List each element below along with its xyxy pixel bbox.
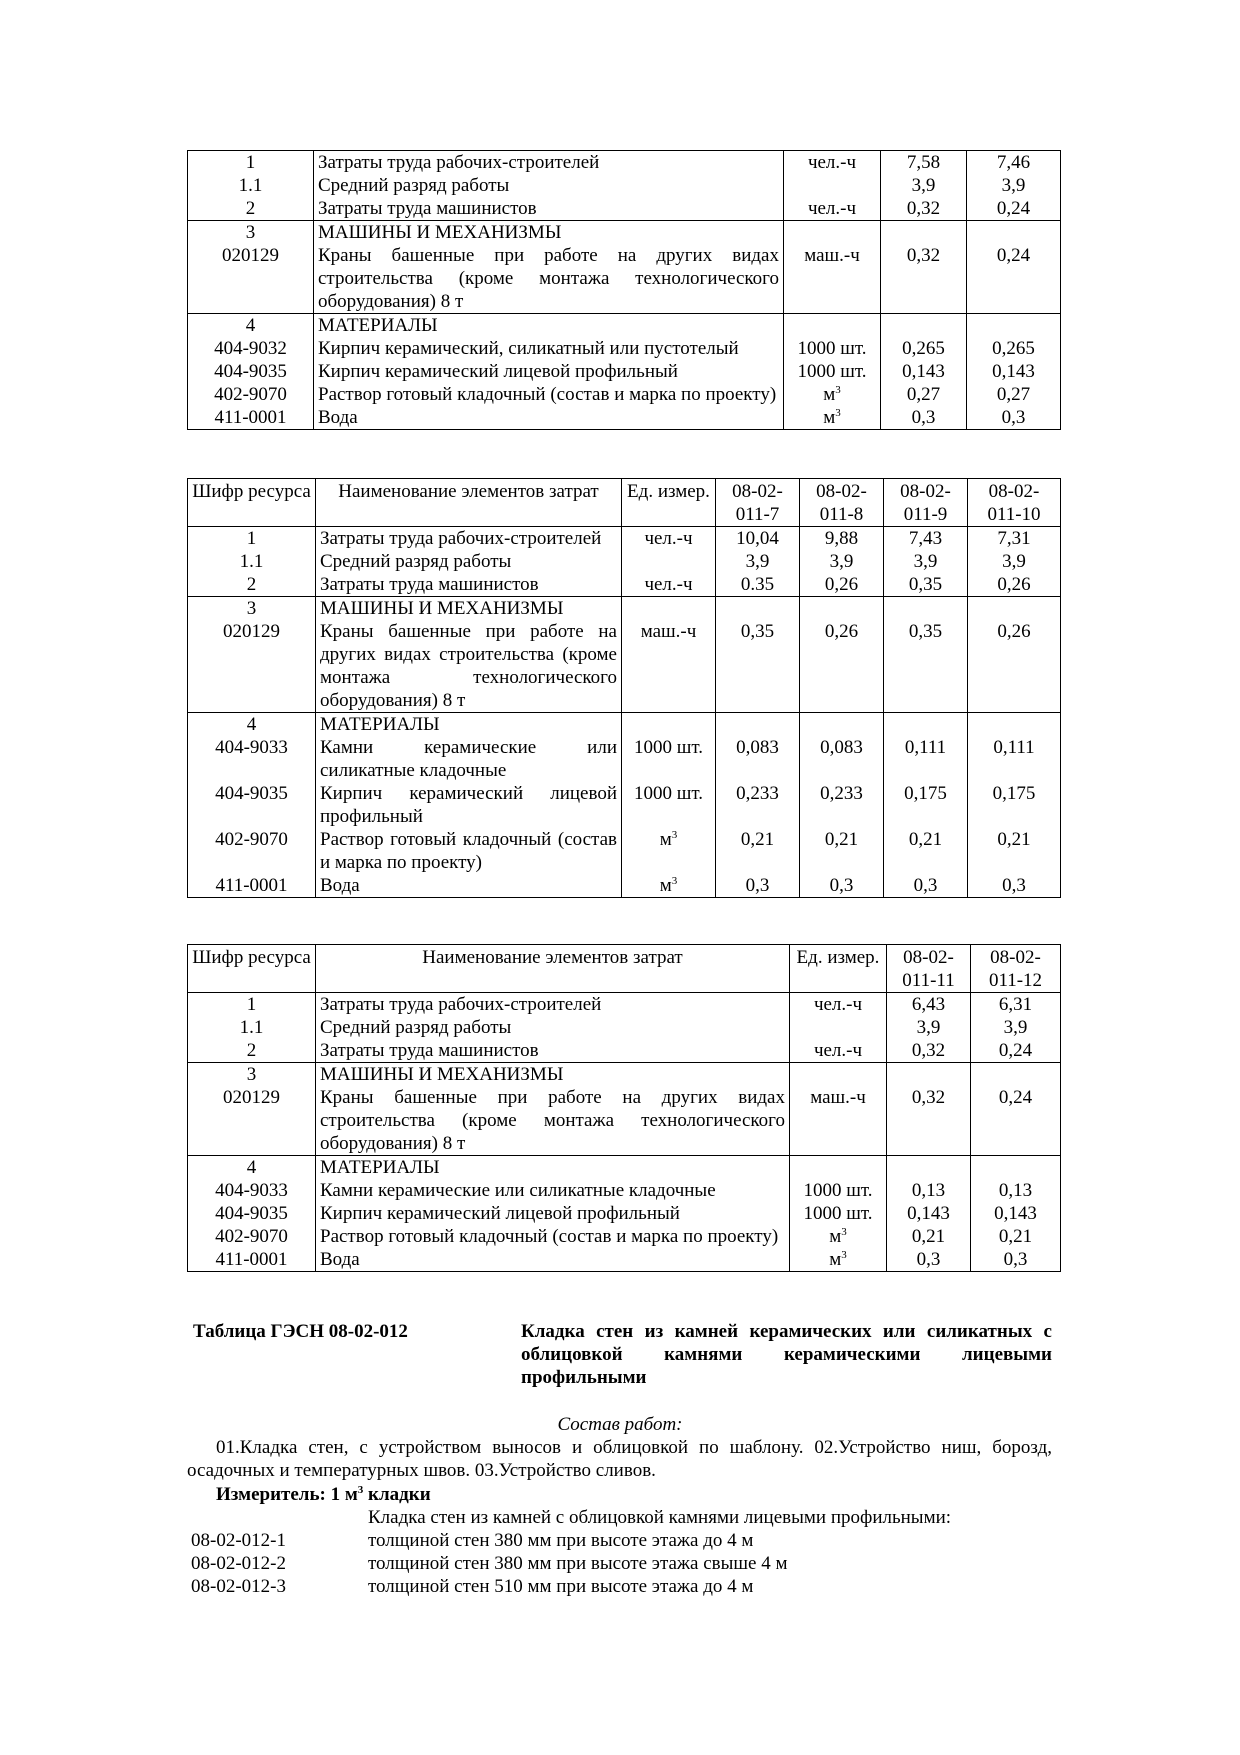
value-cell	[887, 1156, 971, 1180]
value-cell: 6,31	[971, 993, 1061, 1017]
value-cell: 0,21	[971, 1225, 1061, 1248]
unit-cell	[622, 573, 716, 597]
table-row	[188, 151, 1061, 175]
unit-text: маш.-ч	[810, 1087, 866, 1108]
value-cell: 3,9	[716, 550, 800, 573]
resource-code-cell: 411-0001	[188, 874, 316, 898]
resource-table-1	[187, 150, 1061, 430]
header-unit: Ед. измер.	[622, 479, 716, 527]
resource-name-cell: Затраты труда рабочих-строителей	[316, 993, 790, 1017]
value-cell: 0,21	[887, 1225, 971, 1248]
unit-text: 1000 шт.	[633, 783, 703, 804]
table-row	[188, 527, 1061, 551]
unit-cell	[784, 360, 881, 383]
header-code: Шифр ресурса	[188, 945, 316, 993]
value-cell: 0,265	[881, 337, 967, 360]
resource-name-cell: Краны башенные при работе на других видах строительства (кроме монтажа технологического оборудования) 8 т	[316, 620, 622, 713]
value-cell: 3,9	[887, 1016, 971, 1039]
value-cell: 0,27	[967, 383, 1061, 406]
resource-code-cell: 1.1	[188, 174, 314, 197]
resource-name-cell: Вода	[314, 406, 784, 430]
unit-cell	[790, 1248, 887, 1272]
value-cell: 0,24	[971, 1086, 1061, 1156]
resource-code-cell: 020129	[188, 244, 314, 314]
value-cell: 0,26	[968, 620, 1061, 713]
value-cell: 0,143	[967, 360, 1061, 383]
value-cell: 0,21	[968, 828, 1061, 874]
resource-name-cell: Вода	[316, 1248, 790, 1272]
resource-name-cell: Средний разряд работы	[316, 550, 622, 573]
table-row	[188, 1202, 1061, 1225]
resource-code-cell: 402-9070	[188, 383, 314, 406]
value-cell: 0,21	[884, 828, 968, 874]
header-col-4: 08-02-011-10	[968, 479, 1061, 527]
value-cell: 7,58	[881, 151, 967, 175]
value-cell	[887, 1063, 971, 1087]
value-cell: 0,175	[884, 782, 968, 828]
table-row	[188, 1063, 1061, 1087]
resource-code-cell: 1.1	[188, 1016, 316, 1039]
unit-superscript: 3	[671, 829, 678, 841]
value-cell	[967, 221, 1061, 245]
header-unit: Ед. измер.	[790, 945, 887, 993]
composition-heading: Состав работ:	[557, 1414, 683, 1435]
unit-cell	[784, 174, 881, 197]
value-cell: 0,35	[884, 573, 968, 597]
unit-cell	[790, 1156, 887, 1180]
resource-name-cell: Кирпич керамический лицевой профильный	[314, 360, 784, 383]
resource-code-cell: 3	[188, 221, 314, 245]
value-cell: 0,083	[716, 736, 800, 782]
table-row	[188, 620, 1061, 713]
unit-cell	[784, 221, 881, 245]
resource-name-cell: Краны башенные при работе на других видах строительства (кроме монтажа технологического оборудования) 8 т	[314, 244, 784, 314]
value-cell: 0,3	[968, 874, 1061, 898]
unit-cell	[622, 620, 716, 713]
table-row	[188, 550, 1061, 573]
unit-cell	[790, 1016, 887, 1039]
resource-name-cell: Краны башенные при работе на других видах строительства (кроме монтажа технологического оборудования) 8 т	[316, 1086, 790, 1156]
unit-cell	[790, 1179, 887, 1202]
unit-cell	[622, 713, 716, 737]
resource-code-cell: 2	[188, 573, 316, 597]
table-row	[188, 221, 1061, 245]
resource-code-cell: 402-9070	[188, 1225, 316, 1248]
unit-cell	[622, 874, 716, 898]
unit-cell	[784, 197, 881, 221]
unit-cell	[622, 736, 716, 782]
header-name: Наименование элементов затрат	[316, 479, 622, 527]
value-cell: 0,3	[884, 874, 968, 898]
unit-text: м	[823, 407, 836, 428]
header-col-1: 08-02-011-11	[887, 945, 971, 993]
resource-table-3	[187, 944, 1061, 1272]
resource-code-cell: 411-0001	[188, 1248, 316, 1272]
unit-text: чел.-ч	[813, 994, 863, 1015]
resource-name-cell: Кирпич керамический, силикатный или пустотелый	[314, 337, 784, 360]
unit-text: 1000 шт.	[633, 737, 703, 758]
table-row	[188, 828, 1061, 874]
table-label: Таблица ГЭСН 08-02-012	[193, 1321, 408, 1342]
resource-name-cell: Раствор готовый кладочный (состав и марка по проекту)	[316, 1225, 790, 1248]
unit-text: чел.-ч	[807, 198, 857, 219]
resource-code-cell: 2	[188, 1039, 316, 1063]
value-cell: 0,111	[884, 736, 968, 782]
table-row	[188, 597, 1061, 621]
resource-name-cell: Затраты труда машинистов	[316, 1039, 790, 1063]
resource-name-cell: Затраты труда машинистов	[314, 197, 784, 221]
table-row	[188, 244, 1061, 314]
unit-cell	[784, 337, 881, 360]
list-title: Кладка стен из камней с облицовкой камнями лицевыми профильными:	[368, 1507, 952, 1528]
value-cell	[716, 597, 800, 621]
resource-code-cell: 1	[188, 993, 316, 1017]
unit-cell	[622, 782, 716, 828]
unit-text: м	[659, 875, 672, 896]
value-cell: 0,21	[800, 828, 884, 874]
resource-name-cell: Раствор готовый кладочный (состав и марка по проекту)	[314, 383, 784, 406]
value-cell: 0,265	[967, 337, 1061, 360]
header-col-2: 08-02-011-8	[800, 479, 884, 527]
value-cell: 6,43	[887, 993, 971, 1017]
table-row	[188, 1156, 1061, 1180]
value-cell: 0,32	[887, 1039, 971, 1063]
resource-code-cell: 020129	[188, 1086, 316, 1156]
resource-code-cell: 411-0001	[188, 406, 314, 430]
value-cell	[881, 221, 967, 245]
value-cell	[881, 314, 967, 338]
resource-name-cell: Раствор готовый кладочный (состав и марка по проекту)	[316, 828, 622, 874]
unit-text: м	[829, 1226, 842, 1247]
unit-superscript: 3	[835, 384, 841, 396]
value-cell: 3,9	[967, 174, 1061, 197]
value-cell: 0.35	[716, 573, 800, 597]
value-cell: 7,46	[967, 151, 1061, 175]
table-row	[188, 314, 1061, 338]
value-cell	[968, 713, 1061, 737]
table-row	[188, 782, 1061, 828]
resource-code-cell: 3	[188, 1063, 316, 1087]
resource-code-cell: 404-9033	[188, 1179, 316, 1202]
item-code: 08-02-012-2	[191, 1553, 286, 1574]
resource-name-cell: МАТЕРИАЛЫ	[316, 1156, 790, 1180]
item-desc: толщиной стен 380 мм при высоте этажа до 4 м	[368, 1530, 754, 1551]
value-cell: 0,35	[716, 620, 800, 713]
resource-code-cell: 1	[188, 151, 314, 175]
unit-text: маш.-ч	[804, 245, 860, 266]
unit-text: м	[823, 384, 836, 405]
unit-cell	[622, 527, 716, 551]
resource-code-cell: 404-9035	[188, 782, 316, 828]
resource-name-cell: Затраты труда рабочих-строителей	[316, 527, 622, 551]
measure-unit: Измеритель: 1 $м^3$ кладки	[216, 1484, 431, 1505]
resource-name-cell: МАШИНЫ И МЕХАНИЗМЫ	[314, 221, 784, 245]
value-cell: 0,3	[967, 406, 1061, 430]
table-row	[188, 1086, 1061, 1156]
value-cell: 0,24	[967, 244, 1061, 314]
value-cell	[800, 713, 884, 737]
unit-text: 1000 шт.	[797, 338, 867, 359]
unit-cell	[790, 1063, 887, 1087]
value-cell: 0,35	[884, 620, 968, 713]
value-cell: 10,04	[716, 527, 800, 551]
resource-table-2	[187, 478, 1061, 898]
table-row	[188, 197, 1061, 221]
value-cell: 0,13	[971, 1179, 1061, 1202]
resource-name-cell: Кирпич керамический лицевой профильный	[316, 782, 622, 828]
item-code: 08-02-012-3	[191, 1576, 286, 1597]
value-cell: 0,24	[967, 197, 1061, 221]
unit-cell	[784, 383, 881, 406]
value-cell: 0,24	[971, 1039, 1061, 1063]
resource-name-cell: МАШИНЫ И МЕХАНИЗМЫ	[316, 1063, 790, 1087]
resource-code-cell: 4	[188, 314, 314, 338]
table-row	[188, 174, 1061, 197]
value-cell: 0,111	[968, 736, 1061, 782]
value-cell: 3,9	[881, 174, 967, 197]
resource-name-cell: Средний разряд работы	[316, 1016, 790, 1039]
unit-text: чел.-ч	[644, 528, 693, 549]
table-row	[188, 360, 1061, 383]
resource-code-cell: 404-9035	[188, 1202, 316, 1225]
table-row	[188, 1179, 1061, 1202]
resource-code-cell: 404-9035	[188, 360, 314, 383]
table-row	[188, 1039, 1061, 1063]
resource-code-cell: 402-9070	[188, 828, 316, 874]
value-cell	[884, 597, 968, 621]
header-col-1: 08-02-011-7	[716, 479, 800, 527]
table-row	[188, 383, 1061, 406]
table-row	[188, 736, 1061, 782]
unit-cell	[790, 1086, 887, 1156]
value-cell: 0,3	[800, 874, 884, 898]
value-cell: 0,233	[716, 782, 800, 828]
unit-cell	[622, 828, 716, 874]
unit-text: маш.-ч	[640, 621, 697, 642]
value-cell: 0,27	[881, 383, 967, 406]
value-cell: 0,143	[881, 360, 967, 383]
value-cell: 3,9	[971, 1016, 1061, 1039]
resource-name-cell: Камни керамические или силикатные кладочные	[316, 736, 622, 782]
header-name: Наименование элементов затрат	[316, 945, 790, 993]
value-cell: 0,26	[800, 620, 884, 713]
unit-text: 1000 шт.	[803, 1203, 873, 1224]
value-cell: 0,21	[716, 828, 800, 874]
item-code: 08-02-012-1	[191, 1530, 286, 1551]
resource-name-cell: Камни керамические или силикатные кладочные	[316, 1179, 790, 1202]
resource-code-cell: 3	[188, 597, 316, 621]
value-cell: 0,13	[887, 1179, 971, 1202]
table-row	[188, 1225, 1061, 1248]
table-row	[188, 573, 1061, 597]
unit-cell	[790, 993, 887, 1017]
unit-text: чел.-ч	[813, 1040, 863, 1061]
value-cell: 0,3	[716, 874, 800, 898]
item-desc: толщиной стен 380 мм при высоте этажа свыше 4 м	[368, 1553, 788, 1574]
unit-superscript: 3	[841, 1249, 847, 1261]
value-cell: 9,88	[800, 527, 884, 551]
value-cell	[800, 597, 884, 621]
table-row	[188, 713, 1061, 737]
unit-cell	[784, 314, 881, 338]
value-cell	[967, 314, 1061, 338]
value-cell: 0,3	[971, 1248, 1061, 1272]
unit-cell	[784, 244, 881, 314]
resource-code-cell: 020129	[188, 620, 316, 713]
unit-text: 1000 шт.	[797, 361, 867, 382]
value-cell: 3,9	[800, 550, 884, 573]
resource-name-cell: Затраты труда рабочих-строителей	[314, 151, 784, 175]
composition-text: 01.Кладка стен, с устройством выносов и облицовкой по шаблону. 02.Устройство ниш, борозд, осадочных и температурных швов. 03.Устройство сливов.	[187, 1437, 1052, 1481]
unit-cell	[784, 151, 881, 175]
resource-code-cell: 404-9033	[188, 736, 316, 782]
value-cell	[971, 1063, 1061, 1087]
unit-superscript: 3	[841, 1226, 847, 1238]
unit-superscript: 3	[835, 407, 841, 419]
unit-superscript: 3	[671, 875, 678, 887]
unit-text: чел.-ч	[807, 152, 857, 173]
table-row	[188, 406, 1061, 430]
table-row	[188, 337, 1061, 360]
value-cell: 0,143	[887, 1202, 971, 1225]
value-cell: 0,143	[971, 1202, 1061, 1225]
unit-text: 1000 шт.	[803, 1180, 873, 1201]
resource-name-cell: МАТЕРИАЛЫ	[316, 713, 622, 737]
resource-code-cell: 4	[188, 713, 316, 737]
unit-cell	[622, 550, 716, 573]
resource-code-cell: 2	[188, 197, 314, 221]
value-cell: 3,9	[884, 550, 968, 573]
value-cell	[968, 597, 1061, 621]
resource-name-cell: Кирпич керамический лицевой профильный	[316, 1202, 790, 1225]
resource-code-cell: 1.1	[188, 550, 316, 573]
unit-cell	[784, 406, 881, 430]
item-desc: толщиной стен 510 мм при высоте этажа до 4 м	[368, 1576, 754, 1597]
table-row	[188, 1016, 1061, 1039]
value-cell: 3,9	[968, 550, 1061, 573]
value-cell: 0,175	[968, 782, 1061, 828]
value-cell: 0,3	[881, 406, 967, 430]
unit-text: м	[659, 829, 672, 850]
unit-cell	[790, 1039, 887, 1063]
resource-name-cell: Средний разряд работы	[314, 174, 784, 197]
header-col-2: 08-02-011-12	[971, 945, 1061, 993]
table-row	[188, 993, 1061, 1017]
value-cell: 0,32	[881, 197, 967, 221]
table-row	[188, 1248, 1061, 1272]
value-cell: 0,32	[887, 1086, 971, 1156]
unit-text: м	[829, 1249, 842, 1270]
value-cell: 0,32	[881, 244, 967, 314]
value-cell: 0,233	[800, 782, 884, 828]
unit-cell	[622, 597, 716, 621]
resource-name-cell: МАШИНЫ И МЕХАНИЗМЫ	[316, 597, 622, 621]
value-cell	[971, 1156, 1061, 1180]
resource-code-cell: 4	[188, 1156, 316, 1180]
resource-code-cell: 404-9032	[188, 337, 314, 360]
resource-code-cell: 1	[188, 527, 316, 551]
value-cell: 0,083	[800, 736, 884, 782]
table-row	[188, 874, 1061, 898]
table-title: Кладка стен из камней керамических или силикатных с облицовкой камнями керамическими лицевыми профильными	[521, 1321, 1052, 1388]
value-cell: 0,26	[968, 573, 1061, 597]
unit-text: чел.-ч	[644, 574, 693, 595]
value-cell: 7,31	[968, 527, 1061, 551]
resource-name-cell: Затраты труда машинистов	[316, 573, 622, 597]
resource-name-cell: Вода	[316, 874, 622, 898]
value-cell	[884, 713, 968, 737]
resource-name-cell: МАТЕРИАЛЫ	[314, 314, 784, 338]
header-code: Шифр ресурса	[188, 479, 316, 527]
value-cell: 0,3	[887, 1248, 971, 1272]
unit-cell	[790, 1225, 887, 1248]
value-cell: 0,26	[800, 573, 884, 597]
header-col-3: 08-02-011-9	[884, 479, 968, 527]
unit-cell	[790, 1202, 887, 1225]
value-cell	[716, 713, 800, 737]
value-cell: 7,43	[884, 527, 968, 551]
